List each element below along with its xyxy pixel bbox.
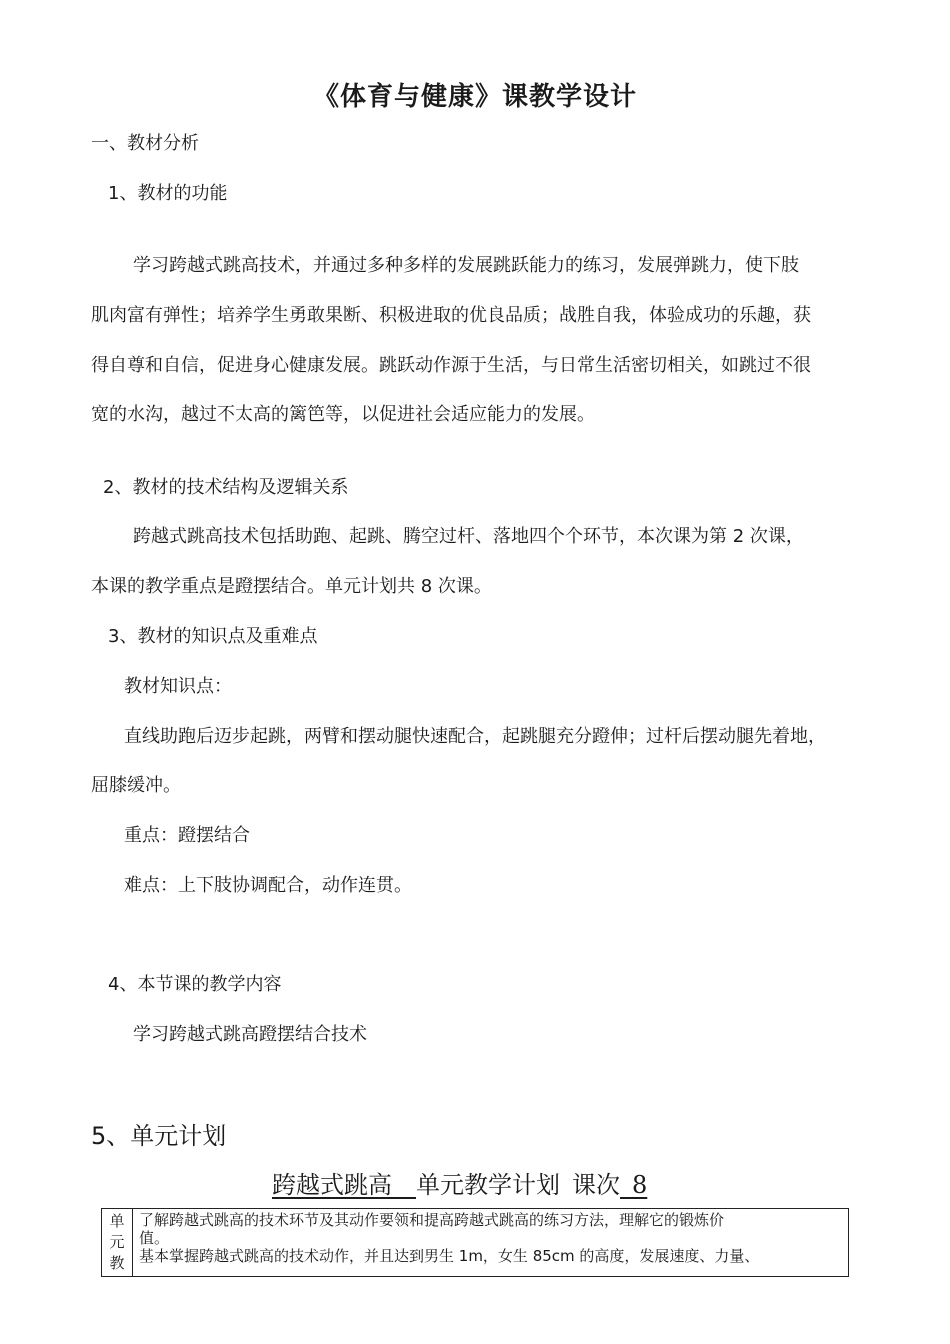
paragraph-line: 直线助跑后迈步起跳，两臂和摆动腿快速配合，起跳腿充分蹬伸；过杆后摆动腿先着地， [124, 726, 826, 747]
paragraph-line: 屈膝缓冲。 [91, 775, 181, 796]
subheading-structure: 2、教材的技术结构及逻辑关系 [103, 477, 349, 498]
table-cell-objectives [133, 1209, 849, 1277]
table-cell-line: 了解跨越式跳高的技术环节及其动作要领和提高跨越式跳高的练习方法，理解它的锻炼价 [139, 1211, 725, 1229]
page-title: 《体育与健康》课教学设计 [312, 82, 637, 112]
difficulty-point: 难点：上下肢协调配合，动作连贯。 [124, 875, 412, 896]
table-row-label: 单 元 教 [102, 1209, 133, 1277]
paragraph-line: 跨越式跳高技术包括助跑、起跳、腾空过杆、落地四个个环节，本次课为第 2 次课， [133, 526, 804, 547]
paragraph-line: 宽的水沟，越过不太高的篱笆等，以促进社会适应能力的发展。 [91, 404, 595, 425]
subheading-lesson-content: 4、本节课的教学内容 [108, 974, 282, 995]
knowledge-label: 教材知识点： [124, 676, 232, 697]
lesson-content: 学习跨越式跳高蹬摆结合技术 [133, 1024, 367, 1045]
unit-plan-lesson-count: 8 [632, 1171, 648, 1199]
unit-plan-topic: 跨越式跳高 [272, 1171, 392, 1199]
paragraph-line: 学习跨越式跳高技术，并通过多种多样的发展跳跃能力的练习，发展弹跳力，使下肢 [133, 255, 799, 276]
table-cell-line: 基本掌握跨越式跳高的技术动作，并且达到男生 1m，女生 85cm 的高度，发展速度、力量、 [139, 1247, 760, 1265]
key-point: 重点：蹬摆结合 [124, 825, 250, 846]
paragraph-line: 肌肉富有弹性；培养学生勇敢果断、积极进取的优良品质；战胜自我，体验成功的乐趣，获 [91, 305, 811, 326]
unit-plan-title [272, 1170, 647, 1200]
paragraph-line: 得自尊和自信，促进身心健康发展。跳跃动作源于生活，与日常生活密切相关，如跳过不很 [91, 355, 811, 376]
subheading-knowledge-points: 3、教材的知识点及重难点 [108, 626, 318, 647]
unit-plan-title-text: 单元教学计划 [416, 1171, 560, 1199]
section-heading-textbook-analysis: 一、教材分析 [91, 133, 199, 154]
unit-plan-lesson-label: 课次 [572, 1171, 620, 1199]
unit-plan-blank [392, 1171, 416, 1199]
table-row [102, 1209, 849, 1277]
subheading-function: 1、教材的功能 [108, 183, 228, 204]
paragraph-line: 本课的教学重点是蹬摆结合。单元计划共 8 次课。 [91, 576, 492, 597]
unit-plan-table [101, 1208, 849, 1277]
table-cell-line: 值。 [139, 1229, 170, 1247]
section-heading-unit-plan: 5、单元计划 [91, 1122, 227, 1150]
